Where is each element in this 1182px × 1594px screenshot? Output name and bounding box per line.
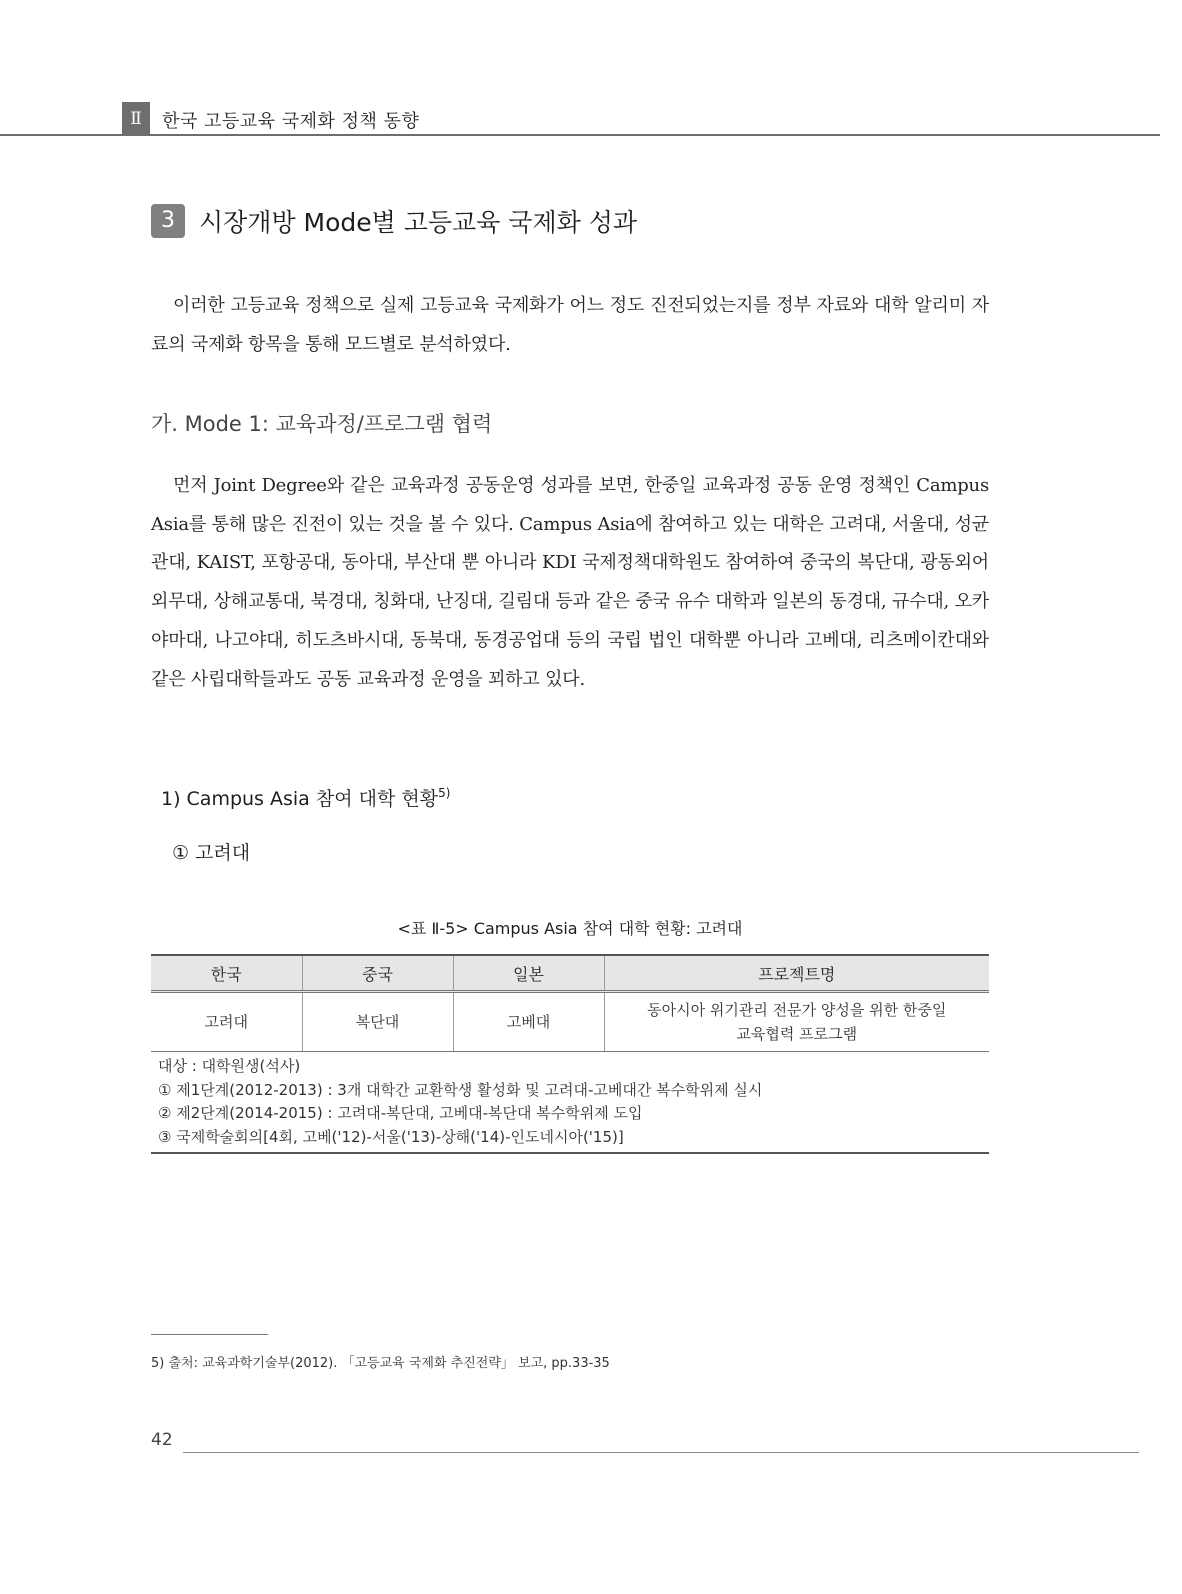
running-header xyxy=(0,102,1160,136)
section-title: 시장개방 Mode별 고등교육 국제화 성과 xyxy=(199,208,638,237)
table-notes xyxy=(151,1055,989,1154)
table-caption: <표 Ⅱ-5> Campus Asia 참여 대학 현황: 고려대 xyxy=(397,919,743,938)
section-number-badge: 3 xyxy=(151,204,185,238)
project-line-2: 교육협력 프로그램 xyxy=(736,1025,858,1043)
cell-china: 복단대 xyxy=(302,992,453,1052)
footnote: 5) 출처: 교육과학기술부(2012). 「고등교육 국제화 추진전략」 보고, pp.33-35 xyxy=(151,1356,610,1371)
chapter-number-box: Ⅱ xyxy=(122,102,150,136)
item-heading xyxy=(161,784,450,811)
table-row xyxy=(151,992,989,1052)
header-rule xyxy=(0,134,1160,136)
subsection-paragraph: 먼저 Joint Degree와 같은 교육과정 공동운영 성과를 보면, 한중일 교육과정 공동 운영 정책인 Campus Asia를 통해 많은 진전이 있는 것을 볼 수 있다. Campus Asia에 참여하고 있는 대학은 고려대, 서울대, 성균관대, KAIST, 포항공대, 동아대, 부산대 뿐 아니라 KDI 국제정책대학원도 참여하여 중국의 복단대, 광동외어외무대, 상해교통대, 북경대, 칭화대, 난징대, 길림대 등과 같은 중국 유수 대학과 일본의 동경대, 규수대, 오카야마대, 나고야대, 히도츠바시대, 동북대, 동경공업대 등의 국립 법인 대학뿐 아니라 고베대, 리츠메이칸대와 같은 사립대학들과도 공동 교육과정 운영을 꾀하고 있다. xyxy=(151,475,989,690)
header-china: 중국 xyxy=(302,955,453,992)
header-korea: 한국 xyxy=(151,955,302,992)
page-number: 42 xyxy=(151,1430,173,1450)
cell-project xyxy=(604,992,989,1052)
chapter-title: 한국 고등교육 국제화 정책 동향 xyxy=(162,111,420,132)
table-note: 대상 : 대학원생(석사) xyxy=(158,1057,301,1075)
header-project: 프로젝트명 xyxy=(604,955,989,992)
table-note: ① 제1단계(2012-2013) : 3개 대학간 교환학생 활성화 및 고려대-고베대간 복수학위제 실시 xyxy=(158,1080,763,1099)
cell-japan: 고베대 xyxy=(453,992,604,1052)
campus-asia-table xyxy=(151,954,989,1052)
sub-item-heading: ① 고려대 xyxy=(172,842,251,864)
item-heading-text: 1) Campus Asia 참여 대학 현황 xyxy=(161,788,439,810)
header-japan: 일본 xyxy=(453,955,604,992)
table-note: ③ 국제학술회의[4회, 고베('12)-서울('13)-상해('14)-인도네시아('15)] xyxy=(158,1127,624,1146)
project-line-1: 동아시아 위기관리 전문가 양성을 위한 한중일 xyxy=(647,1001,947,1019)
footer-rule xyxy=(183,1452,1139,1453)
footnote-rule xyxy=(151,1334,268,1335)
table-header-row xyxy=(151,955,989,992)
subsection-heading: 가. Mode 1: 교육과정/프로그램 협력 xyxy=(151,412,493,436)
cell-korea: 고려대 xyxy=(151,992,302,1052)
table-note: ② 제2단계(2014-2015) : 고려대-복단대, 고베대-복단대 복수학위제 도입 xyxy=(158,1104,643,1122)
intro-paragraph: 이러한 고등교육 정책으로 실제 고등교육 국제화가 어느 정도 진전되었는지를 정부 자료와 대학 알리미 자료의 국제화 항목을 통해 모드별로 분석하였다. xyxy=(151,295,989,355)
footnote-reference[interactable]: 5) xyxy=(438,786,451,800)
